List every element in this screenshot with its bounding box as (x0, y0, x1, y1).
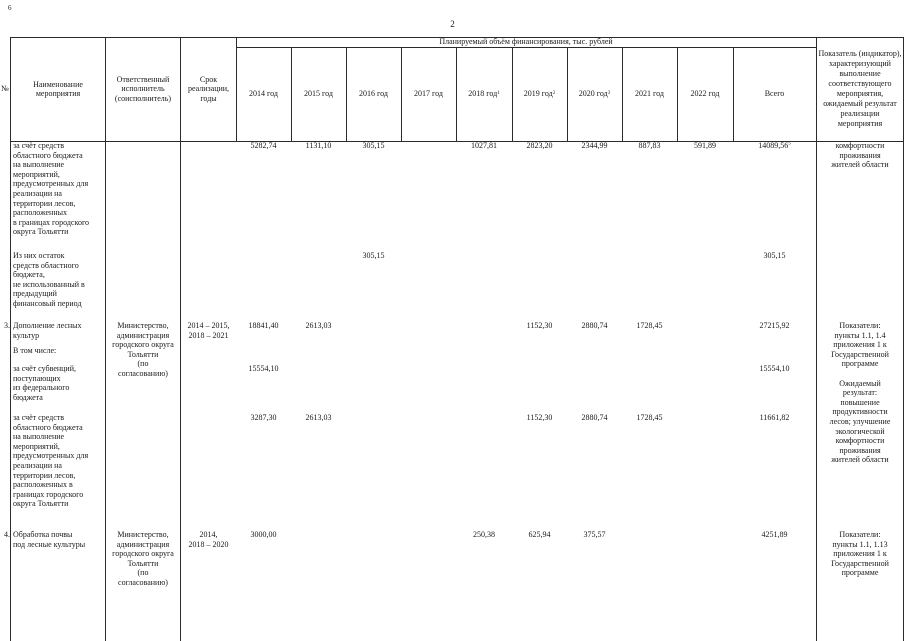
header-year (236, 47, 291, 141)
row-value: 250,38 (473, 530, 495, 539)
header-executor: Ответственный исполнитель (соисполнитель) (114, 74, 172, 103)
row-value: 2823,20 (526, 141, 553, 150)
col-divider (10, 37, 11, 641)
header-year (733, 47, 816, 141)
header-year-label: 2020 год (578, 89, 608, 99)
row-name-sub: В том числе: (13, 346, 57, 355)
header-name: Наименование мероприятия (33, 79, 83, 98)
table-right-border (903, 37, 904, 641)
row-value: 3287,30 (250, 413, 277, 422)
header-year: 2020 год 3 (578, 89, 611, 99)
row-value: 1027,81 (471, 141, 497, 150)
row-executor: Министерство, администрация городского округа Тольятти (по согласованию) (112, 321, 174, 378)
header-year-label: 2016 год (359, 89, 388, 99)
row-number: 4. (4, 530, 10, 539)
row-value: 1152,30 (526, 321, 553, 330)
row-value: 1728,45 (636, 321, 663, 330)
row-value: 2880,74 (581, 413, 608, 422)
row-value: 4251,89 (761, 530, 788, 539)
row-value: 887,83 (638, 141, 661, 150)
header-col-number: № (1, 84, 9, 94)
header-year-label: 2014 год (249, 89, 278, 99)
header-year-label: Всего (764, 89, 785, 99)
row-value: 2880,74 (581, 321, 608, 330)
header-year (622, 47, 677, 141)
total-footnote: 5 (788, 141, 791, 147)
row-value: 305,15 (362, 251, 385, 260)
header-year: 2018 год 1 (468, 89, 500, 99)
row-name: за счёт субвенций, поступающих из федерального бюджета (13, 364, 76, 402)
row-indicator: комфортности проживания жителей области (831, 141, 889, 170)
header-year (346, 47, 401, 141)
header-year-label: 2019 год (523, 89, 553, 99)
header-year-label: 2018 год (468, 89, 498, 99)
row-value: 305,15 (763, 251, 786, 260)
row-value: 5282,74 (250, 141, 277, 150)
header-year (291, 47, 346, 141)
row-value: 1152,30 (526, 413, 553, 422)
header-year-label: 2017 год (414, 89, 443, 99)
row-value: 2344,99 (581, 141, 608, 150)
row-executor: Министерство, администрация городского округа Тольятти (по согласованию) (112, 530, 174, 587)
row-value: 2613,03 (305, 413, 332, 422)
row-name: Из них остаток средств областного бюджета, не использованный в предыдущий финансовый период (13, 251, 85, 308)
row-value: 15554,10 (248, 364, 279, 373)
financing-table (0, 37, 905, 640)
row-value: 2613,03 (305, 321, 332, 330)
row-value: 15554,10 (759, 364, 790, 373)
row-term: 2014 – 2015, 2018 – 2021 (187, 321, 230, 340)
row-value: 18841,40 (248, 321, 279, 330)
header-term: Срок реализации, годы (187, 74, 230, 103)
row-value: 1728,45 (636, 413, 663, 422)
row-name: за счёт средств областного бюджета на выполнение мероприятий, предусмотренных для реализации на территории лесов, расположенных в границах городского округа Тольятти (13, 141, 90, 237)
col-divider (816, 37, 817, 641)
row-name: Обработка почвы под лесные культуры (13, 530, 86, 549)
row-number: 3. (4, 321, 10, 330)
header-financing: Планируемый объём финансирования, тыс. рублей (439, 37, 613, 47)
row-value: 375,57 (583, 530, 606, 539)
header-indicator: Показатель (индикатор), характеризующий выполнение соответствующего мероприятия, ожидаемый результат реализации мероприятия (818, 49, 902, 128)
row-value: 625,94 (528, 530, 551, 539)
row-value: 14089,56$^5$ (758, 141, 791, 150)
row-indicator: Показатели: пункты 1.1, 1.13 приложения 1 к Государственной программе (831, 530, 889, 578)
row-name: Дополнение лесных культур (13, 321, 82, 340)
row-value: 591,89 (694, 141, 716, 150)
row-name: за счёт средств областного бюджета на выполнение мероприятий, предусмотренных для реализации на территории лесов, расположенных в границах городского округа Тольятти (13, 413, 89, 509)
row-value: 3000,00 (250, 530, 277, 539)
page-number: 2 (450, 19, 455, 29)
header-year (401, 47, 456, 141)
header-year (677, 47, 733, 141)
header-year-label: 2021 год (635, 89, 664, 99)
row-indicator: Показатели: пункты 1.1, 1.4 приложения 1 к Государственной программе Ожидаемый результат: повышение продуктивности лесов; улучшение экологической комфортности проживания жителей области (829, 321, 891, 465)
row-value: 305,15 (362, 141, 385, 150)
header-year-label: 2015 год (304, 89, 333, 99)
row-value: 1131,10 (305, 141, 332, 150)
row-value: 27215,92 (759, 321, 790, 330)
row-value: 11661,82 (759, 413, 790, 422)
row-term: 2014, 2018 – 2020 (188, 530, 229, 549)
corner-mark: 6 (8, 4, 12, 12)
header-year-label: 2022 год (690, 89, 720, 99)
header-year: 2019 год 2 (523, 89, 556, 99)
